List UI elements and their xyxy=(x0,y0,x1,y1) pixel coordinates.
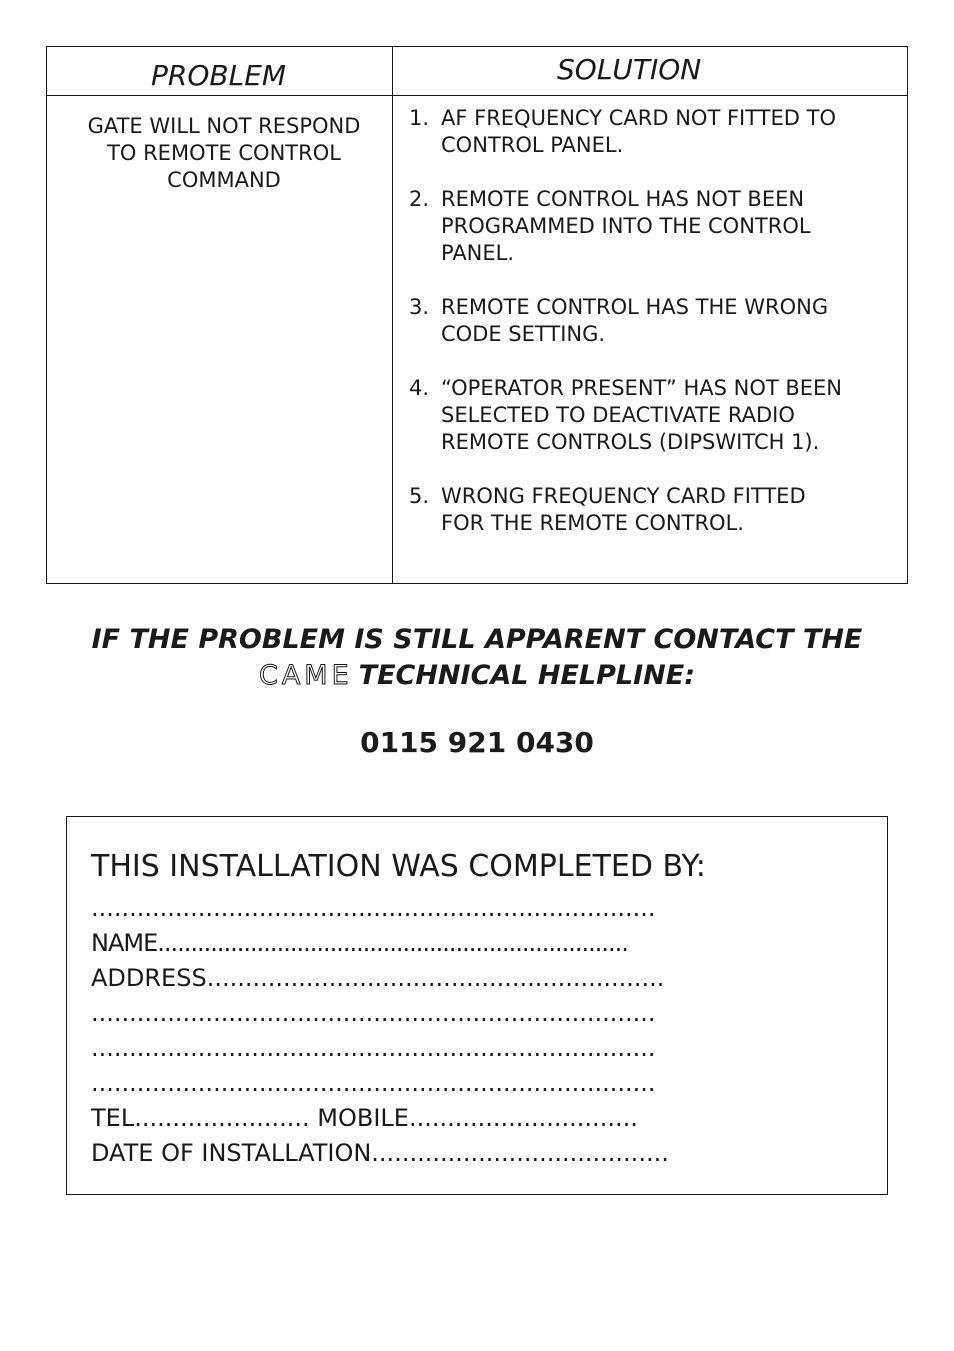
problem-line: TO REMOTE CONTROL xyxy=(107,141,341,165)
installation-record-box xyxy=(66,816,888,1195)
solution-text xyxy=(441,186,900,267)
solution-line: PROGRAMMED INTO THE CONTROL xyxy=(441,214,811,238)
solution-line: CONTROL PANEL. xyxy=(441,133,624,157)
solution-line: AF FREQUENCY CARD NOT FITTED TO xyxy=(441,106,836,130)
came-brand-logo: CAME xyxy=(258,660,353,691)
blank-line: .......................................................................... xyxy=(91,1069,656,1097)
solution-item xyxy=(405,483,900,537)
installation-title: THIS INSTALLATION WAS COMPLETED BY: xyxy=(91,849,706,884)
solution-number: 5. xyxy=(409,484,430,508)
solution-number: 2. xyxy=(409,187,430,211)
solution-line: “OPERATOR PRESENT” HAS NOT BEEN xyxy=(441,376,842,400)
solution-text xyxy=(441,375,900,456)
helpline-line-2 xyxy=(20,658,934,694)
solution-number: 4. xyxy=(409,376,430,400)
solution-line: REMOTE CONTROLS (DIPSWITCH 1). xyxy=(441,430,820,454)
helpline-line-2-text: TECHNICAL HELPLINE: xyxy=(358,660,696,691)
address-field: ADDRESS............................................................ xyxy=(91,964,665,992)
problem-line: COMMAND xyxy=(167,168,281,192)
solution-text xyxy=(441,483,900,537)
installation-fields xyxy=(91,891,669,1171)
solution-item xyxy=(405,186,900,267)
solution-item xyxy=(405,375,900,456)
installation-date-field: DATE OF INSTALLATION....................................... xyxy=(91,1139,669,1167)
solution-line: FOR THE REMOTE CONTROL. xyxy=(441,511,744,535)
solution-header: SOLUTION xyxy=(557,53,702,86)
header-divider xyxy=(47,95,907,96)
problem-line: GATE WILL NOT RESPOND xyxy=(87,114,361,138)
solution-line: SELECTED TO DEACTIVATE RADIO xyxy=(441,403,795,427)
solution-text xyxy=(441,105,900,159)
solution-line: PANEL. xyxy=(441,241,515,265)
solution-number: 3. xyxy=(409,295,430,319)
solution-line: WRONG FREQUENCY CARD FITTED xyxy=(441,484,806,508)
solution-line: REMOTE CONTROL HAS THE WRONG xyxy=(441,295,829,319)
troubleshooting-table xyxy=(46,46,908,584)
solution-line: CODE SETTING. xyxy=(441,322,606,346)
problem-header: PROBLEM xyxy=(151,59,287,92)
solution-list xyxy=(405,105,900,564)
tel-mobile-field: TEL....................... MOBILE.............................. xyxy=(91,1104,638,1132)
name-field: NAME....................................................................... xyxy=(91,929,628,957)
helpline-phone-number: 0115 921 0430 xyxy=(360,726,594,759)
solution-item xyxy=(405,294,900,348)
column-divider xyxy=(392,47,393,583)
helpline-callout xyxy=(20,622,934,694)
blank-line: .......................................................................... xyxy=(91,894,656,922)
blank-line: .......................................................................... xyxy=(91,1034,656,1062)
solution-item xyxy=(405,105,900,159)
problem-description xyxy=(65,113,383,194)
solution-text xyxy=(441,294,900,348)
blank-line: .......................................................................... xyxy=(91,999,656,1027)
solution-number: 1. xyxy=(409,106,430,130)
solution-line: REMOTE CONTROL HAS NOT BEEN xyxy=(441,187,805,211)
helpline-line-1: IF THE PROBLEM IS STILL APPARENT CONTACT THE xyxy=(91,624,863,655)
